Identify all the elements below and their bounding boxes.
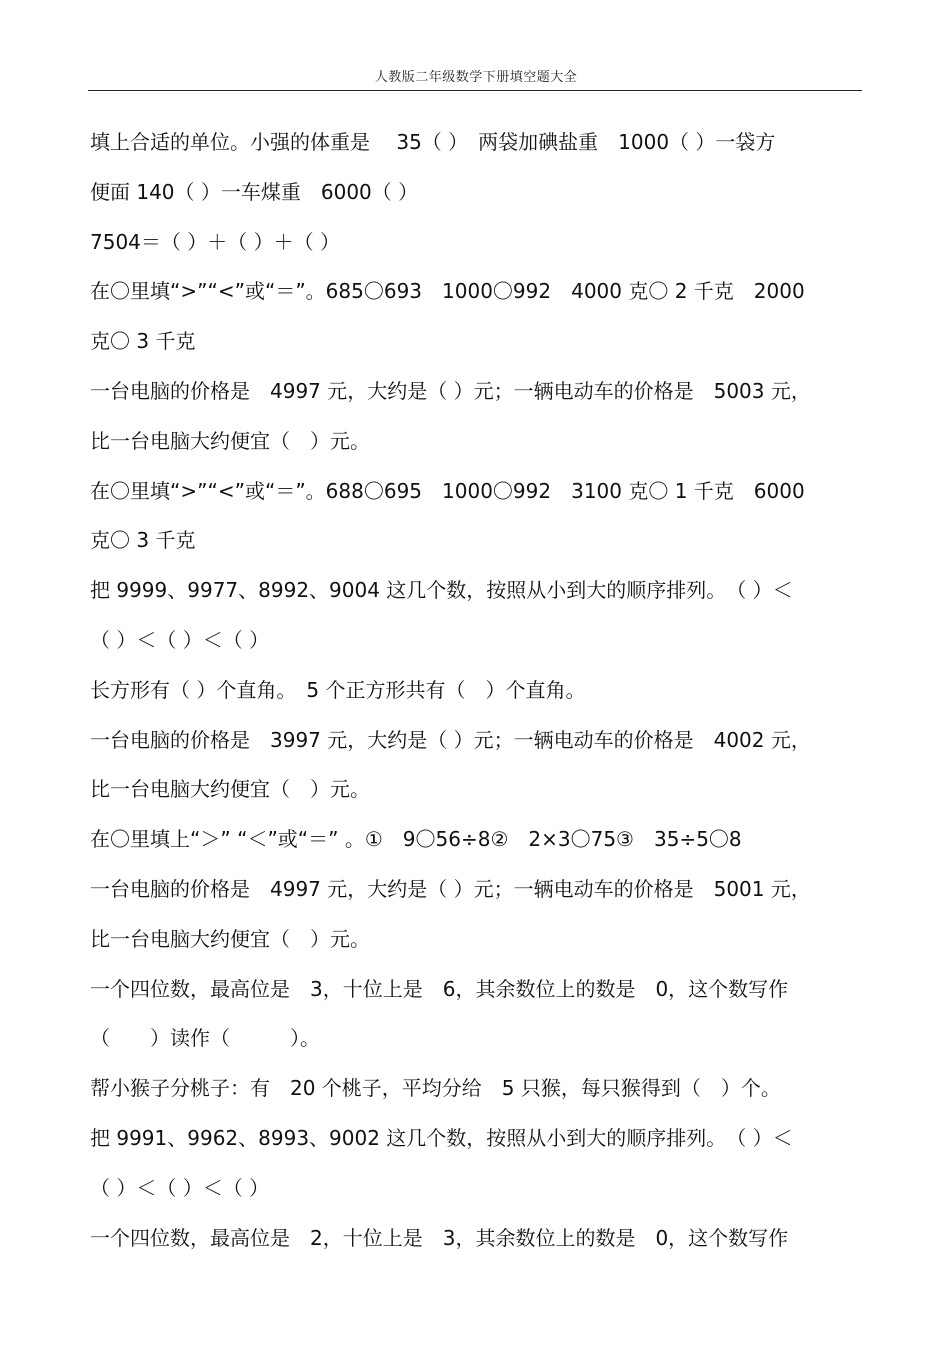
text-line-15: 在〇里填上“＞” “＜”或“＝” 。① 9〇56÷8② 2×3〇75③ 35÷5〇8 bbox=[90, 827, 742, 852]
text-line-1: 填上合适的单位。小强的体重是 35（ ） 两袋加碘盐重 1000（ ）一袋方 bbox=[90, 130, 776, 154]
text-line-12: 长方形有（ ）个直角。 5 个正方形共有（ ）个直角。 bbox=[90, 677, 586, 702]
text-line-3: 7504＝（ ）＋（ ）＋（ ） bbox=[90, 229, 340, 254]
text-line-4: 在〇里填“>”“<”或“＝”。685〇693 1000〇992 4000 克〇 2 千克 2000 bbox=[90, 279, 805, 304]
text-line-11: （ ）＜（ ）＜（ ） bbox=[90, 627, 270, 652]
page-header: 人教版二年级数学下册填空题大全 bbox=[374, 70, 578, 85]
text-line-5: 克〇 3 千克 bbox=[90, 329, 196, 354]
text-line-17: 比一台电脑大约便宜（ ）元。 bbox=[90, 926, 370, 951]
text-line-21: 把 9991、9962、8993、9002 这几个数，按照从小到大的顺序排列。 （ ）＜ bbox=[90, 1125, 793, 1150]
text-line-23: 一个四位数，最高位是 2，十位上是 3，其余数位上的数是 0，这个数写作 bbox=[90, 1225, 789, 1250]
text-line-14: 比一台电脑大约便宜（ ）元。 bbox=[90, 777, 370, 802]
text-line-6: 一台电脑的价格是 4997 元，大约是（ ）元；一辆电动车的价格是 5003 元， bbox=[90, 378, 811, 403]
text-line-22: （ ）＜（ ）＜（ ） bbox=[90, 1175, 270, 1200]
text-line-13: 一台电脑的价格是 3997 元，大约是（ ）元；一辆电动车的价格是 4002 元， bbox=[90, 727, 811, 752]
header-rule bbox=[88, 90, 862, 91]
text-line-16: 一台电脑的价格是 4997 元，大约是（ ）元；一辆电动车的价格是 5001 元， bbox=[90, 876, 811, 901]
text-line-18: 一个四位数，最高位是 3，十位上是 6，其余数位上的数是 0，这个数写作 bbox=[90, 976, 789, 1001]
text-line-2: 便面 140（ ）一车煤重 6000（ ） bbox=[90, 179, 419, 204]
document-body bbox=[90, 118, 862, 1263]
text-line-9: 克〇 3 千克 bbox=[90, 528, 196, 553]
text-line-7: 比一台电脑大约便宜（ ）元。 bbox=[90, 428, 370, 453]
text-line-10: 把 9999、9977、8992、9004 这几个数，按照从小到大的顺序排列。 （ ）＜ bbox=[90, 578, 793, 603]
text-line-19: （ ）读作（ ）。 bbox=[90, 1026, 320, 1051]
text-line-8: 在〇里填“>”“<”或“＝”。688〇695 1000〇992 3100 克〇 1 千克 6000 bbox=[90, 478, 805, 503]
text-line-20: 帮小猴子分桃子：有 20 个桃子，平均分给 5 只猴，每只猴得到（ ）个。 bbox=[90, 1076, 781, 1101]
